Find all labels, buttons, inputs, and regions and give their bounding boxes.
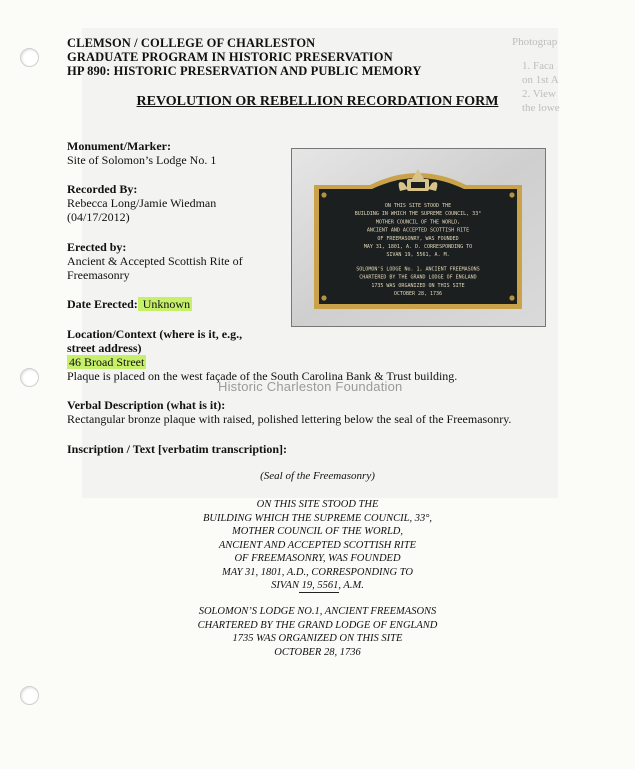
binder-hole [20,686,39,705]
recorded-by-label: Recorded By: [67,182,138,196]
inscription-line: OF FREEMASONRY, WAS FOUNDED [234,553,401,564]
header-institution: CLEMSON / COLLEGE OF CHARLESTON [67,36,316,50]
plaque-text-line: 1735 WAS ORGANIZED ON THIS SITE [371,282,465,289]
bleed-text: Photograp [512,36,558,48]
bleed-text: the lowe [522,102,560,114]
date-erected-row [67,297,192,312]
binder-hole [20,48,39,67]
plaque-text-line: BUILDING IN WHICH THE SUPREME COUNCIL, 33° [354,211,482,218]
plaque-text-line: MAY 31, 1801, A. D. CORRESPONDING TO [363,244,473,250]
plaque-text-line: SIVAN 19, 5561, A. M. [386,252,450,259]
location-label: Location/Context (where is it, e.g., [67,327,243,341]
plaque-text-line: ANCIENT AND ACCEPTED SCOTTISH RITE [366,227,470,234]
recorded-date-value: (04/17/2012) [67,210,130,224]
inscription-line: ON THIS SITE STOOD THE [256,499,379,510]
verbal-description-value: Rectangular bronze plaque with raised, polished lettering below the seal of the Freemasonry. [67,412,512,426]
erected-by-value: Freemasonry [67,268,130,282]
bleed-text: 1. Faca [522,60,554,72]
plaque-photo [291,148,546,327]
inscription-line: BUILDING WHICH THE SUPREME COUNCIL, 33°, [202,512,433,524]
inscription-line: SIVAN 19, 5561, A.M. [271,580,364,591]
bleed-text: on 1st A [522,74,559,86]
inscription-line: OCTOBER 28, 1736 [274,646,361,658]
plaque-text-line: OF FREEMASONRY, WAS FOUNDED [377,235,459,242]
erected-by-value: Ancient & Accepted Scottish Rite of [67,254,243,268]
bleed-text: 2. View [522,88,556,100]
inscription-line: 1735 WAS ORGANIZED ON THIS SITE [232,633,403,644]
plaque-bolt [509,192,514,197]
form-title: REVOLUTION OR REBELLION RECORDATION FORM [136,94,499,109]
location-address-highlight: 46 Broad Street [69,355,145,369]
header-course: HP 890: HISTORIC PRESERVATION AND PUBLIC MEMORY [67,64,422,78]
date-erected-label: Date Erected: [67,297,138,311]
monument-label: Monument/Marker: [67,139,171,153]
inscription-line: CHARTERED BY THE GRAND LODGE OF ENGLAND [197,619,438,631]
erected-by-label: Erected by: [67,240,127,254]
verbal-description-label: Verbal Description (what is it): [67,398,226,412]
plaque-bolt [321,295,326,300]
plaque-text-line: OCTOBER 28, 1736 [393,291,443,297]
recorded-by-value: Rebecca Long/Jamie Wiedman [67,196,217,210]
plaque-text-line: ON THIS SITE STOOD THE [384,203,452,209]
date-erected-value: Unknown [139,297,191,311]
location-context-value: Plaque is placed on the west façade of the South Carolina Bank & Trust building. [67,369,458,383]
inscription-divider [299,592,339,593]
plaque-text-line: MOTHER COUNCIL OF THE WORLD, [375,219,461,226]
inscription-line: MAY 31, 1801, A.D., CORRESPONDING TO [222,566,413,578]
inscription-seal: (Seal of the Freemasonry) [260,470,375,482]
location-address-value [67,355,146,370]
plaque-bolt [321,192,326,197]
plaque-text-line: SOLOMON'S LODGE No. 1, ANCIENT FREEMASONS [356,266,480,273]
inscription-line: ANCIENT AND ACCEPTED SCOTTISH RITE [218,539,417,551]
binder-hole [20,368,39,387]
inscription-line: SOLOMON’S LODGE NO.1, ANCIENT FREEMASONS [198,606,437,617]
monument-value: Site of Solomon’s Lodge No. 1 [67,153,217,167]
header-program: GRADUATE PROGRAM IN HISTORIC PRESERVATION [67,50,393,64]
watermark: Historic Charleston Foundation [218,379,403,394]
location-label: street address) [67,341,142,355]
plaque-image [292,149,545,326]
plaque-bolt [509,295,514,300]
plaque-text-line: CHARTERED BY THE GRAND LODGE OF ENGLAND [359,274,477,281]
inscription-line: MOTHER COUNCIL OF THE WORLD, [231,526,404,537]
inscription-label: Inscription / Text [verbatim transcription]: [67,442,287,456]
